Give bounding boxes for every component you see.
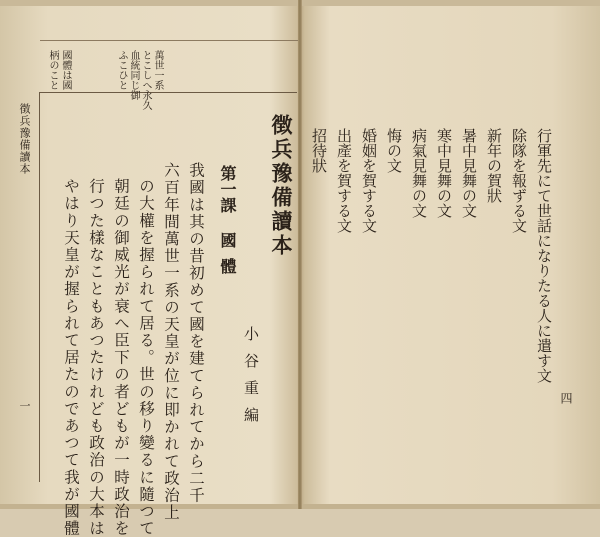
author-name: 小谷重編 <box>242 326 260 434</box>
book-title: 徴兵豫備讀本 <box>269 114 294 258</box>
toc-item: 行軍先にて世話になりたる人に遣す文 <box>535 128 553 383</box>
page-number: 一 <box>18 400 31 411</box>
divider <box>39 92 40 482</box>
lesson-label: 第一課 <box>218 165 237 213</box>
head-note: ふこひと <box>116 50 127 90</box>
toc-item: 出產を賀する文 <box>335 128 353 233</box>
toc-item: 病氣見舞の文 <box>410 128 428 218</box>
head-note: 國體は國 <box>60 50 71 90</box>
lesson-title: 國體 <box>218 232 237 284</box>
body-text-line: 行つた樣なこともあつたけれども政治の大本は <box>87 178 105 537</box>
toc-item: 暑中見舞の文 <box>460 128 478 218</box>
body-text-line: やはり天皇が握られて居たのであつて我が國體 <box>62 178 80 537</box>
toc-item: 寒中見舞の文 <box>435 128 453 218</box>
body-text-line: 朝廷の御威光が衰へ臣下の者どもが一時政治を <box>112 178 130 537</box>
divider <box>39 92 297 93</box>
divider <box>40 40 298 41</box>
head-note: 萬世一系 <box>152 50 163 90</box>
running-title: 徴兵豫備讀本 <box>18 103 31 175</box>
toc-item: 婚姻を賀する文 <box>360 128 378 233</box>
body-text-line: の大權を握られて居る。世の移り變るに隨つて <box>137 178 155 537</box>
book-gutter <box>298 0 302 509</box>
toc-item: 招待狀 <box>310 128 328 173</box>
head-note: 血統同じ御 <box>128 50 139 100</box>
toc-item: 悔の文 <box>385 128 403 173</box>
toc-item: 除隊を報ずる文 <box>510 128 528 233</box>
head-note: 柄のこと <box>47 50 58 90</box>
toc-item: 新年の賀狀 <box>485 128 503 203</box>
head-note: とこしへ永久 <box>140 50 151 110</box>
body-text-line: 六百年間萬世一系の天皇が位に即かれて政治上 <box>162 162 180 522</box>
page-number: 四 <box>559 392 573 404</box>
body-text-line: 我國は其の昔初めて國を建てられてから二千 <box>187 162 205 504</box>
